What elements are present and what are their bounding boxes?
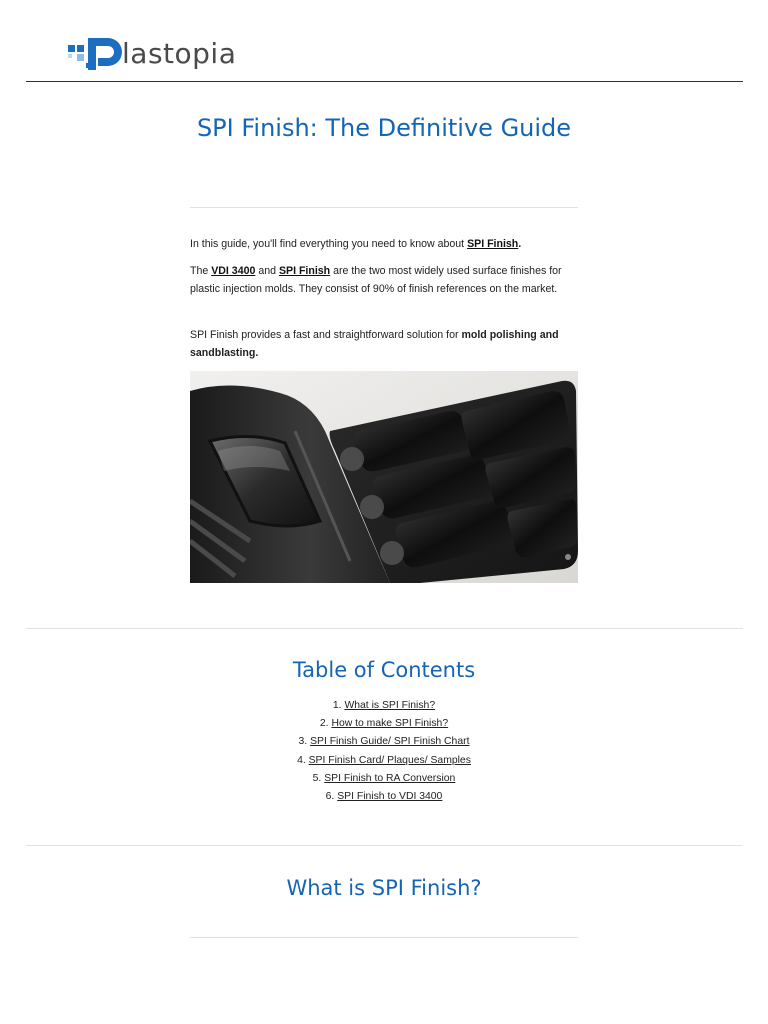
page-title: SPI Finish: The Definitive Guide (196, 114, 572, 142)
toc-link-guide-chart[interactable]: SPI Finish Guide/ SPI Finish Chart (310, 736, 470, 748)
spi-finish-link-2[interactable]: SPI Finish (278, 265, 331, 277)
spi-finish-link[interactable]: SPI Finish (467, 238, 519, 250)
intro-text: The (190, 265, 212, 277)
intro-text: In this guide, you'll find everything you need to know about (190, 238, 468, 250)
section-divider (26, 628, 743, 629)
intro-text: are the two most widely used surface finishes for plastic injection molds. They consist of 90% of finish references on the market. (190, 265, 562, 295)
spi-finish-plaque-photo (190, 371, 578, 583)
intro-paragraph-1 (190, 235, 580, 253)
toc-item (190, 715, 578, 733)
toc-item-number: 6. (325, 791, 335, 803)
toc-link-what-is-spi[interactable]: What is SPI Finish? (344, 700, 436, 711)
header-divider (26, 81, 743, 82)
toc-item-number: 3. (298, 736, 308, 748)
toc-item-number: 5. (312, 772, 322, 784)
intro-text: and (255, 265, 279, 277)
toc-item (190, 752, 578, 770)
title-divider (190, 207, 578, 208)
site-logo[interactable] (68, 36, 236, 72)
section-divider (26, 845, 743, 846)
intro-period: . (518, 238, 522, 250)
toc-item (190, 733, 578, 751)
logo-wordmark: lastopia (122, 37, 237, 70)
intro-paragraph-3 (190, 326, 580, 362)
intro-paragraph-2 (190, 262, 580, 298)
intro-text: SPI Finish provides a fast and straightforward solution for (190, 329, 462, 341)
section-title-divider (190, 937, 578, 938)
toc-title: Table of Contents (292, 658, 476, 682)
intro-bold-text: mold polishing and sandblasting. (190, 329, 559, 359)
toc-item-number: 2. (319, 718, 329, 730)
photo-illustration (190, 371, 578, 583)
site-header (0, 0, 768, 82)
toc-item (190, 697, 578, 715)
toc-link-vdi-3400[interactable]: SPI Finish to VDI 3400 (337, 791, 443, 803)
toc-item (190, 788, 578, 806)
section-what-is-spi-title: What is SPI Finish? (286, 876, 482, 900)
vdi-3400-link[interactable]: VDI 3400 (211, 265, 256, 277)
plastopia-logo-icon (68, 36, 124, 72)
toc-link-card-plaques[interactable]: SPI Finish Card/ Plaques/ Samples (308, 754, 471, 766)
toc-link-ra-conversion[interactable]: SPI Finish to RA Conversion (324, 772, 456, 784)
table-of-contents (190, 697, 578, 806)
toc-item-number: 1. (332, 700, 342, 711)
toc-link-how-to-make[interactable]: How to make SPI Finish? (331, 718, 449, 730)
toc-item-number: 4. (297, 754, 306, 766)
toc-item (190, 770, 578, 788)
